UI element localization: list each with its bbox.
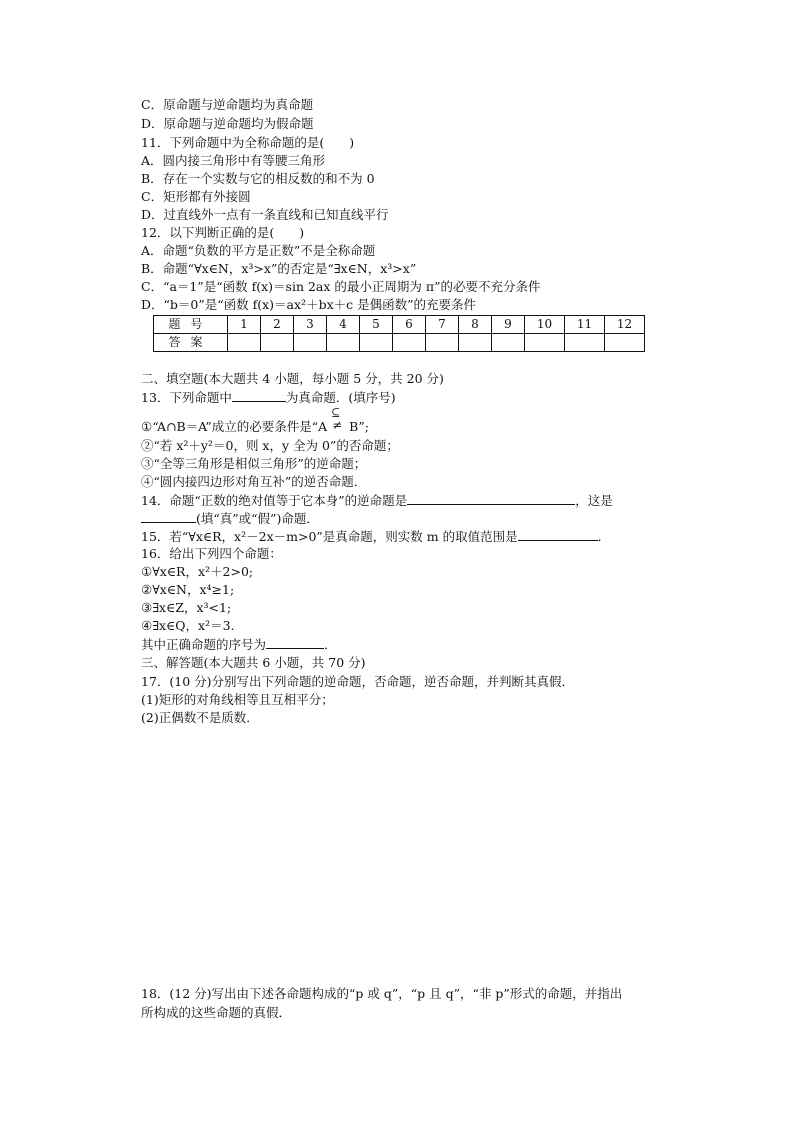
answer-cell[interactable] (492, 334, 525, 352)
question-14-text-b: ，这是 (575, 493, 613, 508)
table-number-cell: 2 (261, 316, 294, 334)
table-number-cell: 12 (605, 316, 645, 334)
question-14 (141, 491, 613, 509)
q13-item-1-text-a: ①“A∩B＝A”成立的必要条件是“A (141, 419, 328, 434)
q16-item-2: ②∀x∈N，x⁴≥1; (141, 582, 235, 597)
option-a-q11: A．圆内接三角形中有等腰三角形 (141, 153, 326, 168)
q13-item-4: ④“圆内接四边形对角互补”的逆否命题． (141, 474, 367, 489)
table-number-cell: 7 (426, 316, 459, 334)
question-17: 17．(10 分)分别写出下列命题的逆命题，否命题，逆否命题，并判断其真假． (141, 674, 575, 689)
question-11: 11．下列命题中为全称命题的是( ) (141, 135, 355, 150)
question-16-answer-text-a: 其中正确命题的序号为 (141, 637, 267, 652)
answer-cell[interactable] (228, 334, 261, 352)
table-number-cell: 9 (492, 316, 525, 334)
option-a-q12: A．命题“负数的平方是正数”不是全称命题 (141, 243, 376, 258)
question-15 (141, 527, 610, 545)
answer-cell[interactable] (565, 334, 605, 352)
table-number-cell: 6 (393, 316, 426, 334)
answer-table (153, 315, 645, 352)
question-13-text-a: 13．下列命题中 (141, 390, 232, 405)
blank-14-truth[interactable] (141, 509, 196, 523)
question-18-cont: 所构成的这些命题的真假． (141, 1005, 292, 1020)
table-label-number: 题号 (154, 316, 228, 334)
answer-cell[interactable] (327, 334, 360, 352)
answer-table-header-row (154, 316, 645, 334)
question-12: 12．以下判断正确的是( ) (141, 225, 305, 240)
question-16: 16．给出下列四个命题： (141, 546, 282, 561)
answer-table-answer-row (154, 334, 645, 352)
blank-14-converse[interactable] (407, 491, 575, 505)
question-14-cont-text: (填“真”或“假”)命题． (196, 511, 319, 526)
q13-item-1 (141, 406, 369, 436)
option-b-q12: B．命题“∀x∈N，x³>x”的否定是“∃x∈N，x³>x” (141, 261, 417, 276)
option-c-q12: C．“a＝1”是“函数 f(x)＝sin 2ax 的最小正周期为 π”的必要不充分条件 (141, 279, 541, 294)
answer-cell[interactable] (360, 334, 393, 352)
answer-cell[interactable] (294, 334, 327, 352)
question-13 (141, 388, 396, 406)
table-number-cell: 8 (459, 316, 492, 334)
table-number-cell: 5 (360, 316, 393, 334)
question-17-part-1: (1)矩形的对角线相等且互相平分； (141, 692, 334, 707)
q16-item-4: ④∃x∈Q，x²＝3. (141, 618, 235, 633)
blank-15[interactable] (518, 527, 598, 541)
question-16-answer-text-b: ． (324, 637, 337, 652)
q13-item-1-text-b: B”; (349, 419, 369, 434)
option-d-q10: D．原命题与逆命题均为假命题 (141, 116, 314, 131)
answer-cell[interactable] (393, 334, 426, 352)
question-14-text-a: 14．命题“正数的绝对值等于它本身”的逆命题是 (141, 493, 408, 508)
table-number-cell: 11 (565, 316, 605, 334)
question-18: 18．(12 分)写出由下述各命题构成的“p 或 q”，“p 且 q”，“非 p”形式的命题，并指出 (141, 986, 623, 1001)
answer-cell[interactable] (459, 334, 492, 352)
answer-cell[interactable] (605, 334, 645, 352)
question-15-text-b: ． (597, 529, 611, 544)
option-d-q11: D．过直线外一点有一条直线和已知直线平行 (141, 207, 389, 222)
subset-symbol-bottom: ≠ (332, 418, 343, 432)
question-16-answer (141, 635, 337, 653)
option-c-q11: C．矩形都有外接圆 (141, 189, 251, 204)
subset-symbol-top: ⊆ (331, 406, 341, 419)
option-d-q12: D．“b＝0”是“函数 f(x)＝ax²＋bx＋c 是偶函数”的充要条件 (141, 297, 476, 312)
table-number-cell: 10 (525, 316, 565, 334)
table-number-cell: 3 (294, 316, 327, 334)
answer-cell[interactable] (426, 334, 459, 352)
question-15-text-a: 15．若“∀x∈R，x²－2x－m>0”是真命题，则实数 m 的取值范围是 (141, 529, 518, 544)
table-number-cell: 1 (228, 316, 261, 334)
option-b-q11: B．存在一个实数与它的相反数的和不为 0 (141, 171, 375, 186)
proper-subset-symbol (331, 406, 345, 433)
q13-item-3: ③“全等三角形是相似三角形”的逆命题； (141, 456, 367, 471)
blank-13[interactable] (232, 388, 286, 402)
q13-item-2: ②“若 x²＋y²＝0，则 x，y 全为 0”的否命题； (141, 438, 399, 453)
q16-item-3: ③∃x∈Z，x³<1; (141, 600, 232, 615)
q16-item-1: ①∀x∈R，x²＋2>0; (141, 564, 254, 579)
answer-cell[interactable] (525, 334, 565, 352)
answer-cell[interactable] (261, 334, 294, 352)
table-number-cell: 4 (327, 316, 360, 334)
question-13-text-b: 为真命题．(填序号) (285, 390, 396, 405)
table-label-answer: 答案 (154, 334, 228, 352)
section-fill-in-heading: 二、填空题(本大题共 4 小题，每小题 5 分，共 20 分) (141, 371, 444, 386)
option-c-q10: C．原命题与逆命题均为真命题 (141, 97, 314, 112)
question-14-cont (141, 509, 319, 527)
section-solution-heading: 三、解答题(本大题共 6 小题，共 70 分) (141, 655, 366, 670)
question-17-part-2: (2)正偶数不是质数． (141, 710, 259, 725)
blank-16[interactable] (266, 635, 324, 649)
